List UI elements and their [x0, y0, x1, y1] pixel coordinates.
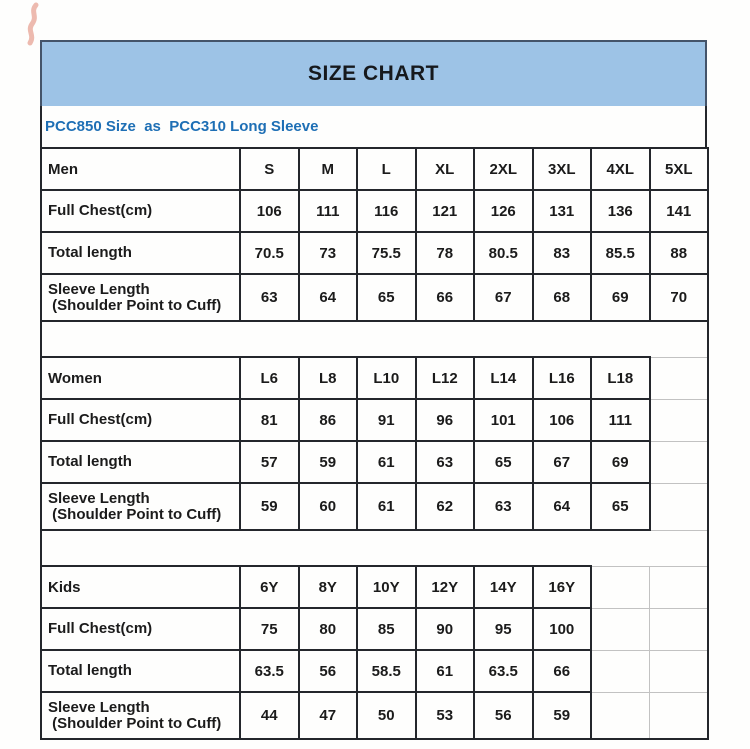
- measurement-row: [41, 483, 708, 530]
- row-label-line1: Sleeve Length: [48, 489, 150, 507]
- row-label-line1: Sleeve Length: [48, 698, 150, 716]
- row-label: [41, 483, 240, 530]
- size-header-cell: L10: [357, 357, 416, 399]
- value-cell: 64: [533, 483, 592, 530]
- empty-cell: [650, 483, 709, 530]
- size-table-rows: [41, 148, 708, 739]
- value-cell: 63.5: [240, 650, 299, 692]
- value-cell: 81: [240, 399, 299, 441]
- row-label: [41, 190, 240, 232]
- value-cell: 63: [474, 483, 533, 530]
- empty-cell: [650, 399, 709, 441]
- size-header-cell: XL: [416, 148, 475, 190]
- value-cell: 70.5: [240, 232, 299, 274]
- empty-cell: [650, 608, 709, 650]
- empty-cell: [591, 608, 650, 650]
- row-label: [41, 692, 240, 739]
- empty-cell: [591, 692, 650, 739]
- chart-title: SIZE CHART: [308, 62, 439, 85]
- row-label-line1: Full Chest(cm): [48, 202, 153, 220]
- value-cell: 126: [474, 190, 533, 232]
- value-cell: 64: [299, 274, 358, 321]
- size-header-cell: 5XL: [650, 148, 709, 190]
- value-cell: 53: [416, 692, 475, 739]
- value-cell: 131: [533, 190, 592, 232]
- value-cell: 63: [240, 274, 299, 321]
- value-cell: 58.5: [357, 650, 416, 692]
- row-label-line1: Sleeve Length: [48, 280, 150, 298]
- value-cell: 69: [591, 274, 650, 321]
- empty-cell: [650, 650, 709, 692]
- size-header-cell: 14Y: [474, 566, 533, 608]
- value-cell: 100: [533, 608, 592, 650]
- empty-cell: [591, 650, 650, 692]
- value-cell: 66: [416, 274, 475, 321]
- value-cell: 106: [533, 399, 592, 441]
- spacer-row: [41, 321, 708, 357]
- size-header-cell: 12Y: [416, 566, 475, 608]
- value-cell: 65: [591, 483, 650, 530]
- value-cell: 61: [416, 650, 475, 692]
- value-cell: 65: [357, 274, 416, 321]
- row-label-line1: Full Chest(cm): [48, 620, 153, 638]
- value-cell: 88: [650, 232, 709, 274]
- measurement-row: [41, 232, 708, 274]
- value-cell: 59: [533, 692, 592, 739]
- size-header-cell: 4XL: [591, 148, 650, 190]
- row-label-line2: (Shoulder Point to Cuff): [48, 505, 222, 523]
- value-cell: 57: [240, 441, 299, 483]
- group-header-row: [41, 566, 708, 608]
- value-cell: 65: [474, 441, 533, 483]
- value-cell: 101: [474, 399, 533, 441]
- size-header-cell: L14: [474, 357, 533, 399]
- value-cell: 44: [240, 692, 299, 739]
- spacer-cell: [41, 321, 708, 357]
- value-cell: 69: [591, 441, 650, 483]
- value-cell: 61: [357, 483, 416, 530]
- row-label: [41, 274, 240, 321]
- size-header-cell: 3XL: [533, 148, 592, 190]
- size-header-cell: L8: [299, 357, 358, 399]
- size-header-cell: L: [357, 148, 416, 190]
- value-cell: 50: [357, 692, 416, 739]
- row-label-line2: (Shoulder Point to Cuff): [48, 714, 222, 732]
- value-cell: 67: [474, 274, 533, 321]
- row-label-line2: (Shoulder Point to Cuff): [48, 296, 222, 314]
- spacer-cell: [41, 530, 708, 566]
- empty-cell: [650, 441, 709, 483]
- empty-cell: [650, 357, 709, 399]
- spacer-row: [41, 530, 708, 566]
- group-label: Kids: [41, 566, 240, 608]
- value-cell: 66: [533, 650, 592, 692]
- value-cell: 86: [299, 399, 358, 441]
- size-header-cell: L12: [416, 357, 475, 399]
- size-header-cell: M: [299, 148, 358, 190]
- value-cell: 111: [591, 399, 650, 441]
- measurement-row: [41, 441, 708, 483]
- value-cell: 60: [299, 483, 358, 530]
- value-cell: 91: [357, 399, 416, 441]
- value-cell: 47: [299, 692, 358, 739]
- size-header-cell: L18: [591, 357, 650, 399]
- value-cell: 61: [357, 441, 416, 483]
- value-cell: 62: [416, 483, 475, 530]
- measurement-row: [41, 692, 708, 739]
- chart-title-bar: [40, 40, 707, 106]
- value-cell: 136: [591, 190, 650, 232]
- measurement-row: [41, 650, 708, 692]
- value-cell: 70: [650, 274, 709, 321]
- value-cell: 75: [240, 608, 299, 650]
- row-label-line1: Total length: [48, 662, 132, 680]
- size-header-cell: S: [240, 148, 299, 190]
- value-cell: 83: [533, 232, 592, 274]
- empty-cell: [591, 566, 650, 608]
- size-header-cell: 16Y: [533, 566, 592, 608]
- value-cell: 56: [299, 650, 358, 692]
- value-cell: 116: [357, 190, 416, 232]
- value-cell: 106: [240, 190, 299, 232]
- value-cell: 59: [299, 441, 358, 483]
- value-cell: 63: [416, 441, 475, 483]
- row-label: [41, 399, 240, 441]
- value-cell: 67: [533, 441, 592, 483]
- row-label: [41, 608, 240, 650]
- measurement-row: [41, 608, 708, 650]
- value-cell: 59: [240, 483, 299, 530]
- size-header-cell: 2XL: [474, 148, 533, 190]
- row-label-line1: Total length: [48, 244, 132, 262]
- value-cell: 78: [416, 232, 475, 274]
- value-cell: 85: [357, 608, 416, 650]
- value-cell: 80: [299, 608, 358, 650]
- row-label: [41, 441, 240, 483]
- size-header-cell: 6Y: [240, 566, 299, 608]
- measurement-row: [41, 274, 708, 321]
- value-cell: 121: [416, 190, 475, 232]
- value-cell: 85.5: [591, 232, 650, 274]
- value-cell: 56: [474, 692, 533, 739]
- row-label: [41, 650, 240, 692]
- row-label: [41, 232, 240, 274]
- empty-cell: [650, 566, 709, 608]
- row-label-line1: Full Chest(cm): [48, 411, 153, 429]
- measurement-row: [41, 399, 708, 441]
- group-header-row: [41, 357, 708, 399]
- size-header-cell: 8Y: [299, 566, 358, 608]
- group-label: Women: [41, 357, 240, 399]
- value-cell: 95: [474, 608, 533, 650]
- measurement-row: [41, 190, 708, 232]
- value-cell: 63.5: [474, 650, 533, 692]
- group-label: Men: [41, 148, 240, 190]
- empty-cell: [650, 692, 709, 739]
- value-cell: 90: [416, 608, 475, 650]
- value-cell: 75.5: [357, 232, 416, 274]
- value-cell: 68: [533, 274, 592, 321]
- value-cell: 141: [650, 190, 709, 232]
- size-table: [40, 147, 709, 740]
- value-cell: 96: [416, 399, 475, 441]
- value-cell: 111: [299, 190, 358, 232]
- group-header-row: [41, 148, 708, 190]
- size-chart: [40, 40, 707, 740]
- value-cell: 73: [299, 232, 358, 274]
- size-header-cell: 10Y: [357, 566, 416, 608]
- row-label-line1: Total length: [48, 453, 132, 471]
- value-cell: 80.5: [474, 232, 533, 274]
- size-header-cell: L16: [533, 357, 592, 399]
- chart-subtitle: PCC850 Size as PCC310 Long Sleeve: [40, 106, 707, 147]
- size-header-cell: L6: [240, 357, 299, 399]
